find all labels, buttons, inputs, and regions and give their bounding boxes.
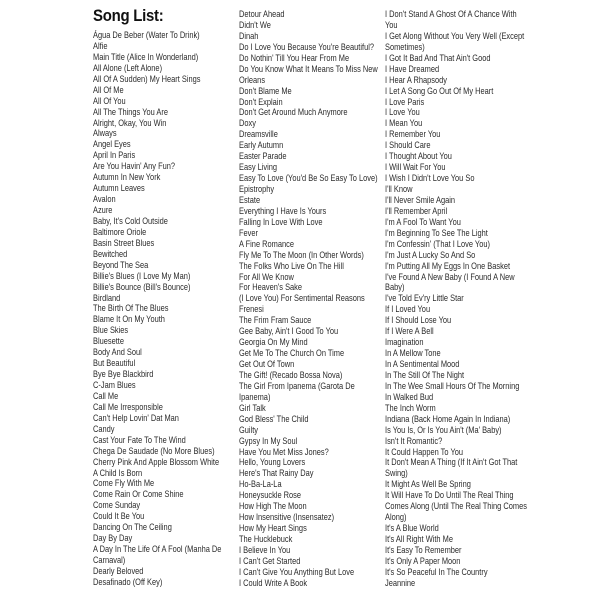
song-list-item: Didn't We	[239, 19, 271, 30]
song-list-item: Georgia On My Mind	[239, 337, 308, 348]
song-list-item: A Fine Romance	[239, 238, 294, 249]
song-list-item: Billie's Blues (I Love My Man)	[93, 270, 191, 281]
song-list-item: Along)	[385, 512, 407, 523]
song-list-item: Baltimore Oriole	[93, 226, 147, 237]
song-list-item: Dearly Beloved	[93, 565, 144, 576]
song-list-item: I Believe In You	[239, 544, 291, 555]
song-list-item: I'm Just A Lucky So And So	[385, 249, 476, 260]
song-list-item: Basin Street Blues	[93, 237, 155, 248]
song-list-item: It's A Blue World	[385, 523, 439, 534]
song-list-item: Do You Know What It Means To Miss New	[239, 63, 378, 74]
song-list-item: Blue Skies	[93, 325, 129, 336]
song-list-item: I've Told Ev'ry Little Star	[385, 293, 464, 304]
song-list-item: Cast Your Fate To The Wind	[93, 434, 186, 445]
song-list-item: The Frim Fram Sauce	[239, 315, 312, 326]
song-list-item: April In Paris	[93, 150, 136, 161]
song-list-item: How High The Moon	[239, 501, 307, 512]
song-list-item: I Hear A Rhapsody	[385, 74, 448, 85]
song-list-item: Beyond The Sea	[93, 259, 149, 270]
song-list-item: Honeysuckle Rose	[239, 490, 302, 501]
song-list-item: Dancing On The Ceiling	[93, 522, 172, 533]
song-list-item: Frenesi	[239, 304, 264, 315]
song-list-item: Girl Talk	[239, 402, 266, 413]
song-list-item: Água De Beber (Water To Drink)	[93, 30, 200, 40]
song-list-item: I'm Putting All My Eggs In One Basket	[385, 260, 511, 271]
song-list-item: I'm A Fool To Want You	[385, 216, 461, 227]
song-list-item: For Heaven's Sake	[239, 282, 303, 293]
song-list-item: Fly Me To The Moon (In Other Words)	[239, 249, 364, 260]
song-list-item: Angel Eyes	[93, 139, 131, 150]
song-list-item: I'm Beginning To See The Light	[385, 227, 488, 238]
song-list-item: I Can't Give You Anything But Love	[239, 566, 355, 577]
song-list-item: But Beautiful	[93, 358, 136, 369]
song-list-item: Is You Is, Or Is You Ain't (Ma' Baby)	[385, 424, 502, 435]
song-list-item: Falling In Love With Love	[239, 216, 323, 227]
song-list-item: The Birth Of The Blues	[93, 303, 169, 314]
song-list-item: All Of A Sudden) My Heart Sings	[93, 73, 201, 84]
song-list-item: All Of Me	[93, 84, 124, 95]
song-list-item: Bluesette	[93, 336, 125, 347]
song-list-item: Can't Help Lovin' Dat Man	[93, 412, 179, 423]
song-list-item: In Walked Bud	[385, 391, 434, 402]
song-list-item: In A Sentimental Mood	[385, 359, 460, 369]
song-list-item: I Got It Bad And That Ain't Good	[385, 52, 491, 63]
song-list-item: Azure	[93, 205, 113, 215]
song-list-item: Imagination	[385, 337, 424, 348]
song-list-item: Blame It On My Youth	[93, 314, 165, 325]
song-list-item: Dreamsville	[239, 129, 278, 140]
song-list-item: Doxy	[239, 118, 256, 129]
song-list-item: Early Autumn	[239, 140, 284, 151]
song-list-item: Billie's Bounce (Bill's Bounce)	[93, 281, 191, 292]
song-list-item: Fever	[239, 227, 259, 238]
song-list-item: If I Should Lose You	[385, 315, 452, 326]
song-list-item: I Let A Song Go Out Of My Heart	[385, 85, 494, 96]
song-list-item: Here's That Rainy Day	[239, 468, 314, 479]
song-list-item: Desafinado (Off Key)	[93, 576, 163, 587]
song-list-item: In The Wee Small Hours Of The Morning	[385, 380, 520, 391]
song-list-item: All Of You	[93, 95, 126, 106]
song-list-item: I Could Write A Book	[239, 577, 308, 588]
song-list-item: It's So Peaceful In The Country	[385, 566, 488, 577]
page-title: Song List:	[93, 6, 164, 25]
song-list-item: All The Things You Are	[93, 106, 168, 117]
song-list-item: I Will Wait For You	[385, 162, 446, 173]
song-list-item: Epistrophy	[239, 184, 275, 194]
song-list-item: Bye Bye Blackbird	[93, 369, 154, 380]
song-list-item: For All We Know	[239, 271, 294, 282]
song-list-item: In A Mellow Tone	[385, 348, 441, 359]
song-list-item: You	[385, 19, 398, 30]
song-list-item: I'll Never Smile Again	[385, 194, 456, 205]
song-list-item: Autumn Leaves	[93, 183, 145, 194]
song-list-item: I Wish I Didn't Love You So	[385, 173, 475, 184]
song-list-item: Easy To Love (You'd Be So Easy To Love)	[239, 173, 378, 184]
song-list-item: Easter Parade	[239, 151, 287, 162]
song-list-item: Come Sunday	[93, 500, 141, 511]
song-list-item: It Will Have To Do Until The Real Thing	[385, 490, 514, 501]
song-list-item: Easy Living	[239, 162, 278, 173]
song-list-item: Come Rain Or Come Shine	[93, 489, 184, 500]
song-list-item: Sometimes)	[385, 41, 425, 52]
song-list-item: Hello, Young Lovers	[239, 457, 306, 468]
song-list-item: Candy	[93, 423, 115, 434]
song-list-item: I Remember You	[385, 129, 441, 140]
song-list-item: The Hucklebuck	[239, 534, 293, 544]
song-list-item: I Have Dreamed	[385, 63, 440, 74]
song-list-item: Estate	[239, 194, 261, 205]
song-list-item: Body And Soul	[93, 347, 142, 358]
song-list-item: How Insensitive (Insensatez)	[239, 512, 335, 523]
song-list-item: Swing)	[385, 468, 408, 479]
song-list-item: Get Me To The Church On Time	[239, 348, 345, 359]
song-list-item: God Bless' The Child	[239, 413, 309, 424]
song-list-item: Call Me Irresponsible	[93, 401, 163, 412]
song-list-item: I Thought About You	[385, 151, 452, 162]
song-list-item: If I Were A Bell	[385, 326, 434, 337]
song-list-item: Ipanema)	[239, 391, 271, 402]
song-list-item: Carnaval)	[93, 555, 126, 565]
song-list-item: I Don't Stand A Ghost Of A Chance With	[385, 9, 517, 19]
song-list-item: Jeannine	[385, 577, 416, 588]
song-list-item: Birdland	[93, 292, 121, 303]
song-list-item: Day By Day	[93, 533, 133, 544]
song-list-item: Ho-Ba-La-La	[239, 479, 282, 490]
song-list-item: I'm Confessin' (That I Love You)	[385, 238, 490, 249]
song-list-item: Detour Ahead	[239, 9, 285, 19]
song-list-item: Baby, It's Cold Outside	[93, 215, 168, 226]
song-list-item: I Can't Get Started	[239, 555, 301, 566]
song-list-item: If I Loved You	[385, 304, 431, 315]
song-list-item: Do Nothin' Till You Hear From Me	[239, 52, 350, 63]
song-list-item: Main Title (Alice In Wonderland)	[93, 51, 199, 62]
song-column-1	[93, 30, 238, 588]
song-list-item: The Inch Worm	[385, 402, 436, 413]
song-column-3	[385, 9, 530, 589]
song-list-item: In The Still Of The Night	[385, 369, 465, 380]
song-list-item: A Child Is Born	[93, 467, 143, 478]
song-list-item: Chega De Saudade (No More Blues)	[93, 445, 215, 456]
song-list-item: Baby)	[385, 282, 405, 293]
song-list-item: Everything I Have Is Yours	[239, 205, 327, 216]
song-list-item: Dinah	[239, 30, 259, 41]
song-list-item: It's Easy To Remember	[385, 544, 462, 555]
song-list-item: Isn't It Romantic?	[385, 435, 443, 446]
song-list-item: Gee Baby, Ain't I Good To You	[239, 326, 339, 337]
song-list-item: The Girl From Ipanema (Garota De	[239, 380, 355, 391]
song-list-item: Could It Be You	[93, 511, 145, 522]
song-list-item: Do I Love You Because You're Beautiful?	[239, 41, 374, 52]
song-list-item: I Should Care	[385, 140, 431, 151]
song-list-item: It Don't Mean A Thing (If It Ain't Got That	[385, 457, 518, 468]
song-list-item: Don't Get Around Much Anymore	[239, 107, 348, 118]
song-list-item: Don't Blame Me	[239, 85, 292, 96]
song-list-item: I've Found A New Baby (I Found A New	[385, 271, 515, 282]
song-list-item: I Get Along Without You Very Well (Except	[385, 30, 525, 41]
song-list-item: A Day In The Life Of A Fool (Manha De	[93, 544, 222, 555]
song-list-item: How My Heart Sings	[239, 523, 307, 534]
song-list-item: Have You Met Miss Jones?	[239, 446, 329, 457]
song-column-2	[239, 9, 384, 589]
song-list-item: Come Fly With Me	[93, 478, 155, 489]
song-list-item: Don't Explain	[239, 96, 283, 107]
song-list-item: I'll Remember April	[385, 205, 448, 216]
song-list-item: Indiana (Back Home Again In Indiana)	[385, 413, 511, 424]
song-list-item: It's Only A Paper Moon	[385, 555, 461, 566]
song-list-item: Avalon	[93, 194, 116, 205]
song-list-item: Alright, Okay, You Win	[93, 117, 167, 128]
song-list-item: Get Out Of Town	[239, 359, 295, 369]
song-list-item: Orleans	[239, 74, 266, 85]
song-list-item: I'll Know	[385, 184, 413, 194]
song-list-item: It's All Right With Me	[385, 534, 453, 544]
song-list-document	[93, 6, 527, 596]
song-list-item: Bewitched	[93, 248, 128, 259]
song-list-item: (I Love You) For Sentimental Reasons	[239, 293, 365, 304]
song-list-item: Comes Along (Until The Real Thing Comes	[385, 501, 527, 512]
song-list-item: C-Jam Blues	[93, 380, 136, 390]
song-list-item: All Alone (Left Alone)	[93, 62, 163, 73]
song-list-item: Always	[93, 128, 117, 139]
song-list-item: Gypsy In My Soul	[239, 435, 298, 446]
song-list-item: It Could Happen To You	[385, 446, 464, 457]
song-list-item: Guilty	[239, 424, 259, 435]
song-list-item: I Mean You	[385, 118, 423, 129]
song-list-item: Are You Havin' Any Fun?	[93, 161, 176, 172]
song-list-item: The Folks Who Live On The Hill	[239, 260, 344, 271]
song-list-item: Cherry Pink And Apple Blossom White	[93, 456, 220, 467]
song-list-item: Alfie	[93, 40, 108, 51]
song-list-item: I Love Paris	[385, 96, 425, 107]
song-list-item: Call Me	[93, 390, 119, 401]
song-list-item: Autumn In New York	[93, 172, 161, 183]
song-list-item: I Love You	[385, 107, 420, 118]
song-list-item: It Might As Well Be Spring	[385, 479, 471, 490]
song-list-item: The Gift! (Recado Bossa Nova)	[239, 369, 343, 380]
